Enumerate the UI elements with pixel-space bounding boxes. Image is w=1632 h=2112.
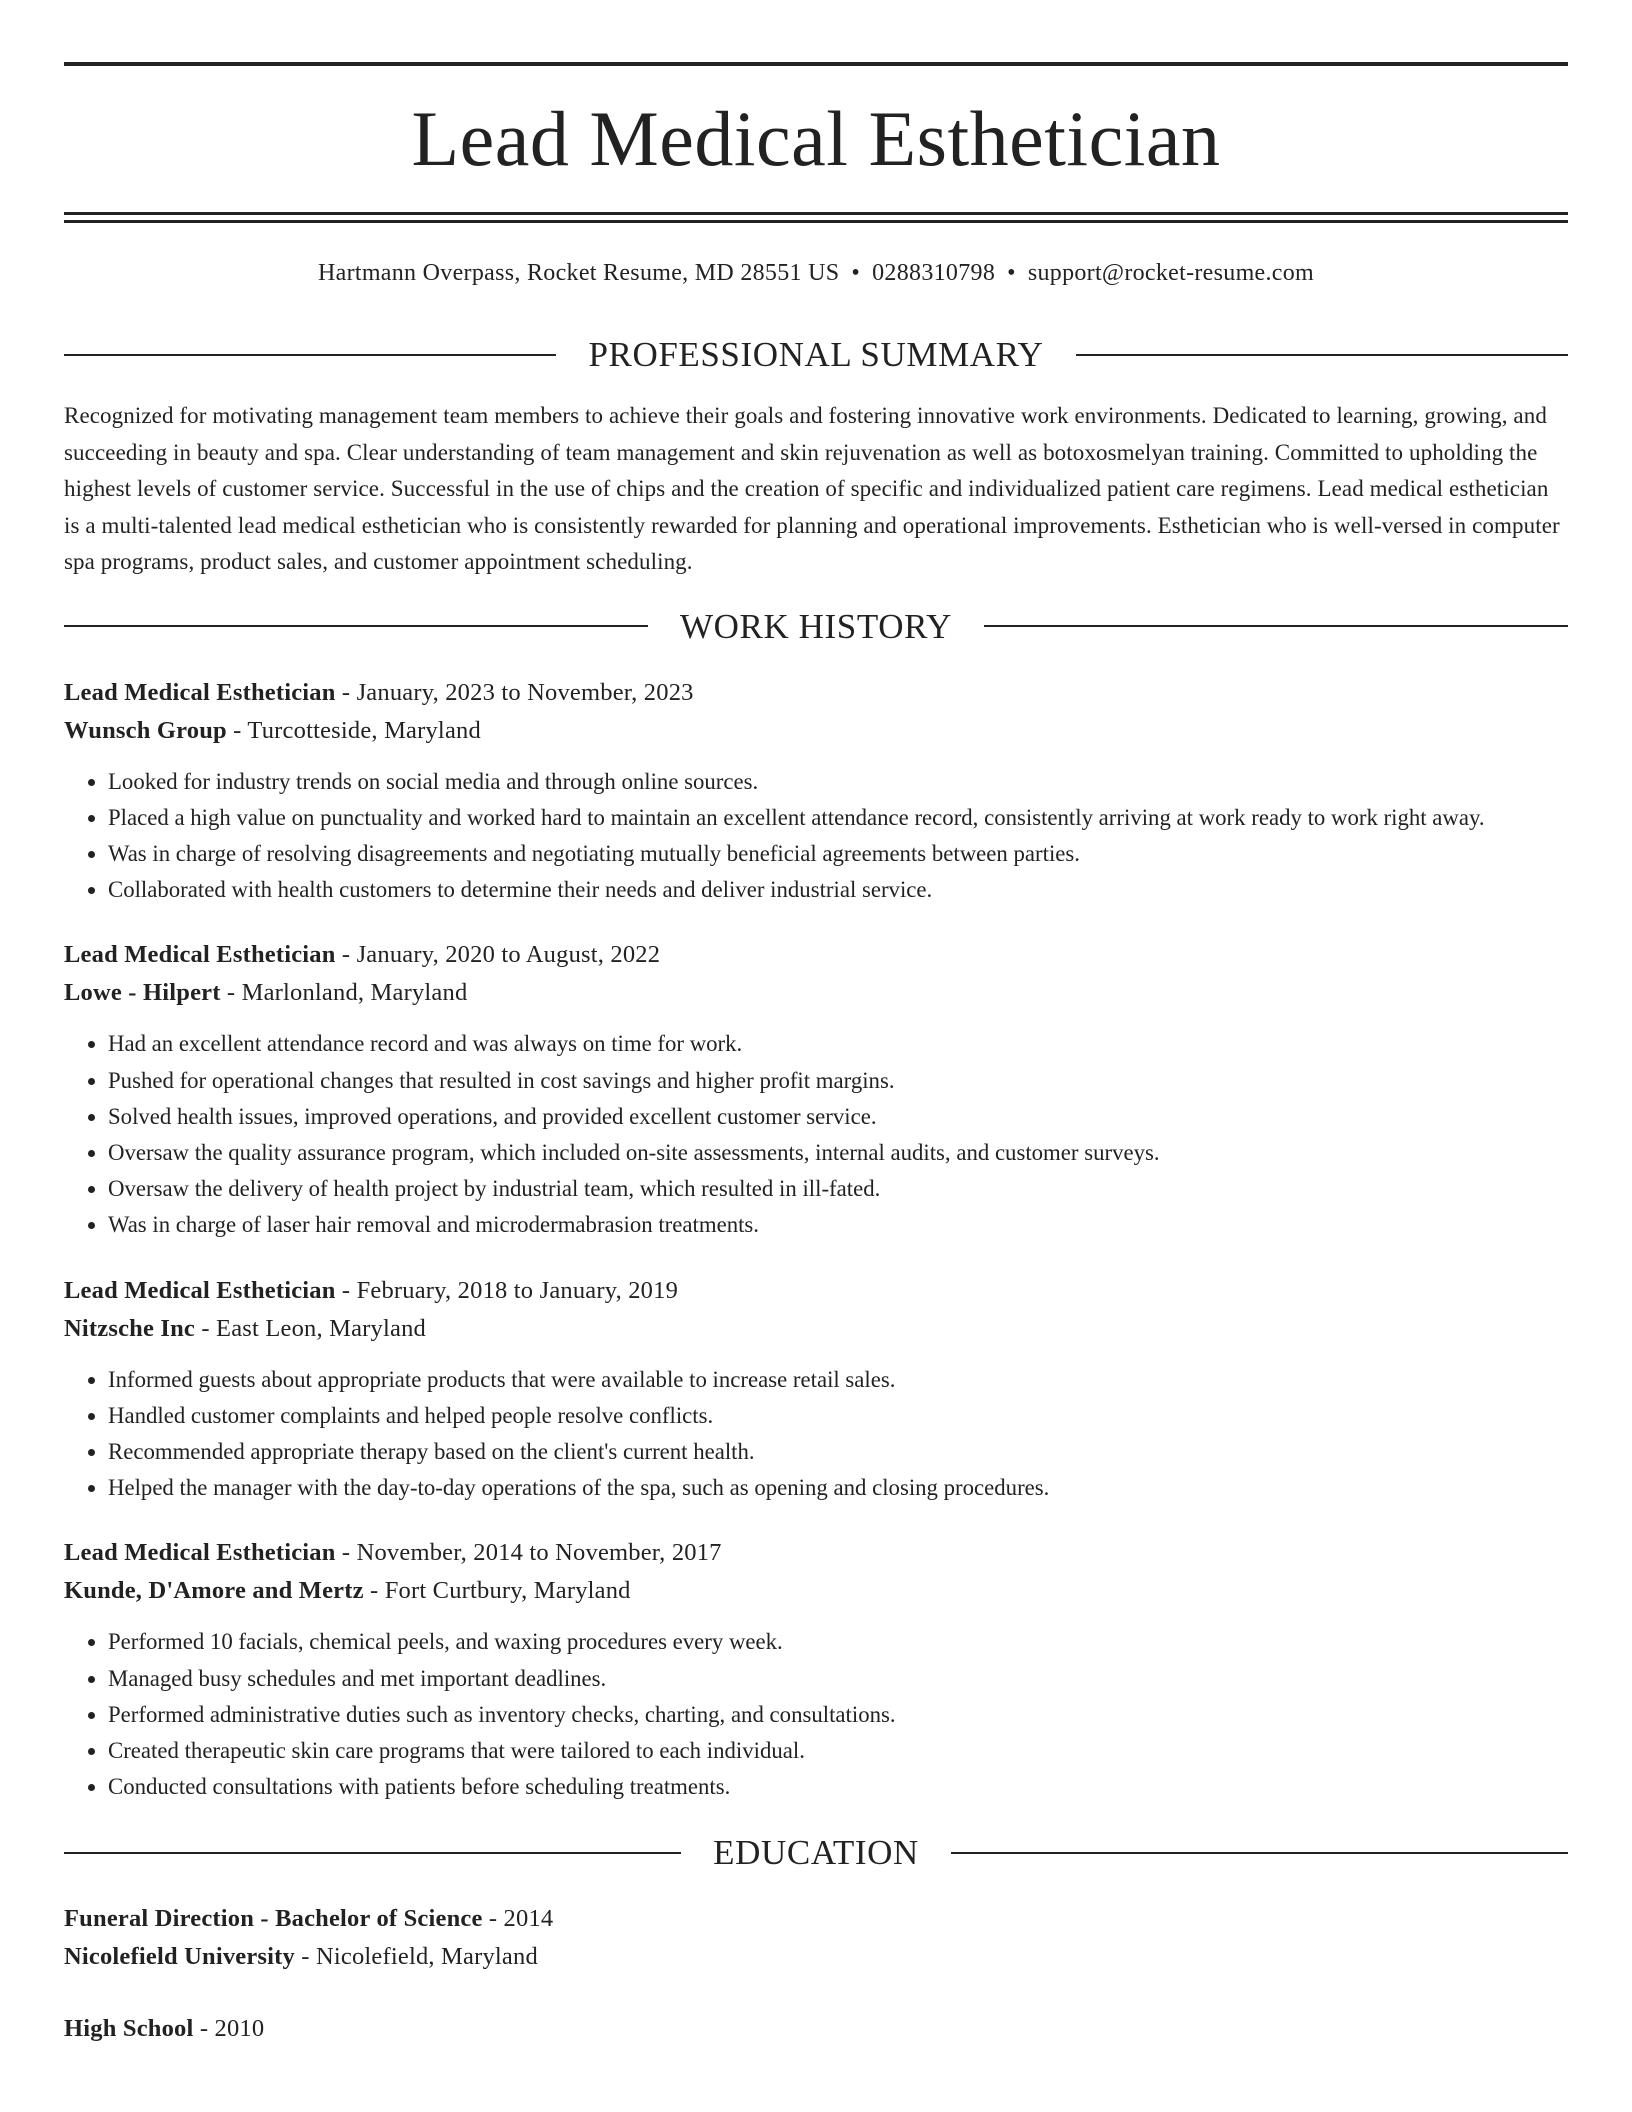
duty-item: • Recommended appropriate therapy based on the client's current health. xyxy=(108,1434,1568,1470)
duty-item: • Was in charge of laser hair removal and microdermabrasion treatments. xyxy=(108,1207,1568,1243)
job-entry xyxy=(64,1272,1568,1507)
heading-rule-right xyxy=(984,625,1568,627)
education-degree-line xyxy=(64,2010,1568,2048)
resume-title: Lead Medical Esthetician xyxy=(411,95,1221,182)
job-title: Lead Medical Esthetician xyxy=(64,1539,336,1567)
contact-separator: • xyxy=(851,260,861,286)
education-year: - 2010 xyxy=(193,2015,265,2043)
job-entry xyxy=(64,936,1568,1243)
job-company-line xyxy=(64,1310,1568,1348)
contact-line xyxy=(64,261,1568,285)
contact-phone: 0288310798 xyxy=(872,260,996,286)
duty-item: • Collaborated with health customers to determine their needs and deliver industrial service. xyxy=(108,872,1568,908)
duty-item: • Handled customer complaints and helped people resolve conflicts. xyxy=(108,1398,1568,1434)
top-rule xyxy=(64,62,1568,66)
education-school-line xyxy=(64,1938,1568,1976)
duty-list xyxy=(64,1362,1568,1507)
duty-item: • Was in charge of resolving disagreements and negotiating mutually beneficial agreements between parties. xyxy=(108,836,1568,872)
job-title-line xyxy=(64,674,1568,712)
section-heading-summary xyxy=(64,337,1568,372)
duty-list xyxy=(64,764,1568,909)
section-heading-work xyxy=(64,606,1568,646)
education-degree: High School xyxy=(64,2015,194,2043)
education-school: Nicolefield University xyxy=(64,1943,295,1971)
job-title-line xyxy=(64,1534,1568,1572)
education-degree-line xyxy=(64,1900,1568,1938)
job-dates: - January, 2023 to November, 2023 xyxy=(335,678,694,706)
education-entry xyxy=(64,1900,1568,1976)
duty-list xyxy=(64,1026,1568,1243)
job-entry xyxy=(64,1534,1568,1805)
duty-item: • Oversaw the quality assurance program, which included on-site assessments, internal audits, and customer surveys. xyxy=(108,1135,1568,1171)
duty-item: • Oversaw the delivery of health project by industrial team, which resulted in ill-fated. xyxy=(108,1171,1568,1207)
job-company-line xyxy=(64,712,1568,750)
duty-item: • Performed 10 facials, chemical peels, and waxing procedures every week. xyxy=(108,1624,1568,1660)
job-title: Lead Medical Esthetician xyxy=(64,678,336,706)
job-title-line xyxy=(64,936,1568,974)
job-company: Kunde, D'Amore and Mertz xyxy=(64,1577,364,1605)
job-dates: - January, 2020 to August, 2022 xyxy=(335,941,661,969)
job-title: Lead Medical Esthetician xyxy=(64,1276,336,1304)
summary-text: Recognized for motivating management team members to achieve their goals and fostering innovative work environments. Dedicated to learning, growing, and succeeding in beauty and spa. Clear understanding of team management and skin rejuvenation as well as botoxosmelyan training. Committed to upholding the highest levels of customer service. Successful in the use of chips and the creation of specific and individualized patient care regimens. Lead medical esthetician is a multi-talented lead medical esthetician who is consistently rewarded for planning and operational improvements. Esthetician who is well-versed in computer spa programs, product sales, and customer appointment scheduling. xyxy=(64,403,1560,574)
duty-item: • Looked for industry trends on social media and through online sources. xyxy=(108,764,1568,800)
title-double-rule xyxy=(64,212,1568,223)
section-title-work: WORK HISTORY xyxy=(680,606,952,646)
duty-item: • Pushed for operational changes that resulted in cost savings and higher profit margins. xyxy=(108,1063,1568,1099)
heading-rule-right xyxy=(951,1852,1568,1854)
duty-item: • Helped the manager with the day-to-day operations of the spa, such as opening and closing procedures. xyxy=(108,1470,1568,1506)
duty-item: • Performed administrative duties such as inventory checks, charting, and consultations. xyxy=(108,1697,1568,1733)
heading-rule-left xyxy=(64,354,556,356)
education-location: - Nicolefield, Maryland xyxy=(294,1943,538,1971)
education-year: - 2014 xyxy=(482,1905,554,1933)
heading-rule-left xyxy=(64,625,648,627)
education-entry xyxy=(64,2010,1568,2048)
job-company: Nitzsche Inc xyxy=(64,1314,196,1342)
heading-rule-left xyxy=(64,1852,681,1854)
duty-item: • Conducted consultations with patients before scheduling treatments. xyxy=(108,1769,1568,1805)
contact-email: support@rocket-resume.com xyxy=(1027,260,1315,286)
job-company: Wunsch Group xyxy=(64,716,227,744)
job-location: - Turcotteside, Maryland xyxy=(226,716,481,744)
duty-item: • Created therapeutic skin care programs that were tailored to each individual. xyxy=(108,1733,1568,1769)
section-title-education: EDUCATION xyxy=(713,1833,919,1873)
duty-item: • Managed busy schedules and met important deadlines. xyxy=(108,1661,1568,1697)
duty-item: • Informed guests about appropriate products that were available to increase retail sales. xyxy=(108,1362,1568,1398)
contact-separator: • xyxy=(1007,260,1016,286)
job-company-line xyxy=(64,1572,1568,1610)
job-company: Lowe - Hilpert xyxy=(64,979,221,1007)
duty-list xyxy=(64,1624,1568,1805)
job-location: - Marlonland, Maryland xyxy=(220,979,468,1007)
job-location: - East Leon, Maryland xyxy=(195,1314,426,1342)
duty-item: • Had an excellent attendance record and was always on time for work. xyxy=(108,1026,1568,1062)
job-company-line xyxy=(64,974,1568,1012)
job-dates: - February, 2018 to January, 2019 xyxy=(335,1276,679,1304)
job-entry xyxy=(64,674,1568,909)
education-degree: Funeral Direction - Bachelor of Science xyxy=(64,1905,483,1933)
job-title-line xyxy=(64,1272,1568,1310)
section-heading-education xyxy=(64,1833,1568,1873)
contact-address: Hartmann Overpass, Rocket Resume, MD 28551 US xyxy=(317,260,840,286)
job-title: Lead Medical Esthetician xyxy=(64,941,336,969)
section-title-summary: PROFESSIONAL SUMMARY xyxy=(588,335,1044,374)
duty-item: • Placed a high value on punctuality and worked hard to maintain an excellent attendance record, consistently arriving at work ready to work right away. xyxy=(108,800,1568,836)
duty-item: • Solved health issues, improved operations, and provided excellent customer service. xyxy=(108,1099,1568,1135)
job-dates: - November, 2014 to November, 2017 xyxy=(335,1539,722,1567)
job-location: - Fort Curtbury, Maryland xyxy=(363,1577,631,1605)
heading-rule-right xyxy=(1076,354,1568,356)
